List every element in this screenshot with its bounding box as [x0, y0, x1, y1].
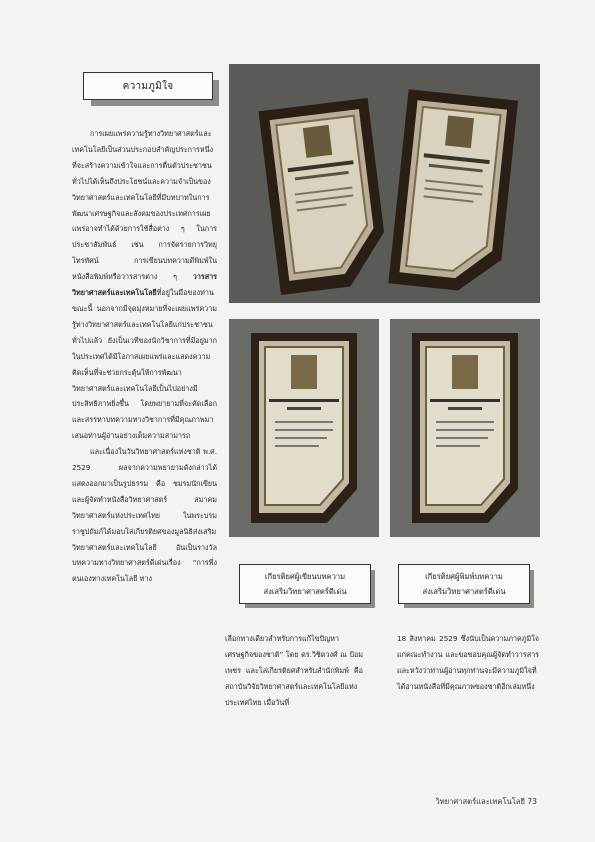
right-column: 18 สิงหาคม 2529 ซึ่งนับเป็นความภาคภูมิใจแก่คณะทำงาน และขอขอบคุณผู้จัดทำวารสาร และหวังว่าท่านผู้อ่านทุกท่านจะมีความภูมิใจที่ได้อ่านหนังสือที่มีคุณภาพของชาติอีกเล่มหนึ่ง — [397, 634, 539, 691]
caption-right-line1: เกียรติยศผู้พิมพ์บทความ — [425, 572, 503, 581]
paragraph-1 — [72, 126, 217, 444]
photo-plaque-publisher — [390, 319, 540, 537]
paragraph-1-continued: ที่อยู่ในมือของท่านขณะนี้ นอกจากมีจุดมุ่งหมายที่จะเผยแพร่ความรู้ทางวิทยาศาสตร์และเทคโนโลยีแก่ประชาชนทั่วไปแล้ว ยังเป็นเวทีของนักวิชาการที่มีอยู่มากในประเทศได้มีโอกาสเผยแพร่และแสดงความคิดเห็นที่จะช่วยกระตุ้นให้การพัฒนาวิทยาศาสตร์และเทคโนโลยีเป็นไปอย่างมีประสิทธิภาพยิ่งขึ้น โดยพยายามที่จะคัดเลือกและสรรหาบทความทางวิชาการที่มีคุณภาพมาเสนอท่านผู้อ่านอย่างเต็มความสามารถ — [72, 288, 217, 441]
journal-name: วารสารวิทยาศาสตร์และเทคโนโลยี — [72, 272, 217, 298]
section-title-text: ความภูมิใจ — [122, 80, 174, 92]
paragraph-1-text: การเผยแพร่ความรู้ทางวิทยาศาสตร์และเทคโนโลยีเป็นส่วนประกอบสำคัญประการหนึ่งที่จะสร้างความเข้าใจและการตื่นตัวประชาชนทั่วไปได้เห็นถึงประโยชน์และความจำเป็นของวิทยาศาสตร์และเทคโนโลยีที่มีบทบาทในการพัฒนาเศรษฐกิจและสังคมของประเทศการเผยแพร่อาจทำได้ด้วยการใช้สื่อต่าง ๆ ในการประชาสัมพันธ์ เช่น การจัดรายการวิทยุ โทรทัศน์ การเขียนบทความดีพิมพ์ในหนังสือพิมพ์หรือวารสารต่าง ๆ — [72, 129, 217, 282]
photo-plaques-pair — [229, 64, 540, 303]
section-title — [83, 72, 213, 100]
paragraph-2: และเนื่องในวันวิทยาศาสตร์แห่งชาติ พ.ศ. 2529 ผลจากความพยายามดังกล่าวได้แสดงออกมาเป็นรูปธรรม คือ ชมรมนักเขียนและผู้จัดทำหนังสือวิทยาศาสตร์ สมาคมวิทยาศาสตร์แห่งประเทศไทย ในพระบรมราชูปถัมภ์ได้มอบโล่เกียรติยศของมูลนิธิส่งเสริมวิทยาศาสตร์และเทคโนโลยี อันเป็นรางวัลบทความทางวิทยาศาสตร์ดีเด่นเรื่อง “การพึ่งตนเองทางเทคโนโลยี ทาง — [72, 447, 217, 584]
photo-plaque-author — [229, 319, 379, 537]
plaques-pair-illustration — [229, 64, 540, 303]
page-footer: วิทยาศาสตร์และเทคโนโลยี 73 — [435, 797, 537, 806]
left-column — [72, 126, 217, 587]
caption-left-line1: เกียรติยศผู้เขียนบทความ — [264, 572, 346, 581]
middle-column: เลือกทางเดียวสำหรับการแก้ไขปัญหาเศรษฐกิจของชาติ” โดย ดร.วิชิตวงศ์ ณ ป้อมเพชร และโล่เกียรติยศสำหรับสำนักพิมพ์ คือ สถาบันวิจัยวิทยาศาสตร์และเทคโนโลยีแห่งประเทศไทย เมื่อวันที่ — [225, 634, 363, 707]
plaque-publisher-illustration — [390, 319, 540, 537]
caption-left — [239, 564, 371, 604]
caption-right-line2: ส่งเสริมวิทยาศาสตร์ดีเด่น — [422, 587, 506, 596]
caption-right — [398, 564, 530, 604]
plaque-author-illustration — [229, 319, 379, 537]
caption-left-line2: ส่งเสริมวิทยาศาสตร์ดีเด่น — [263, 587, 347, 596]
